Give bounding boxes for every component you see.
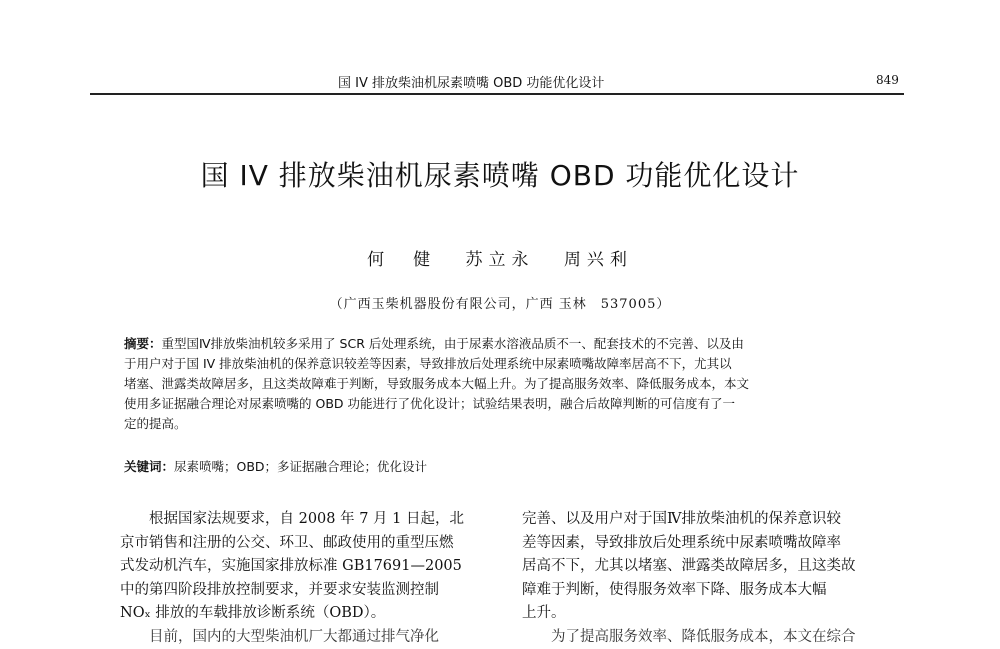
body-line: 中的第四阶段排放控制要求，并要求安装监测控制 <box>120 579 492 603</box>
keywords-text: 尿素喷嘴；OBD；多证据融合理论；优化设计 <box>174 459 427 474</box>
keywords <box>124 457 892 475</box>
paper-title: 国 IV 排放柴油机尿素喷嘴 OBD 功能优化设计 <box>0 154 1000 194</box>
abstract-line: 于用户对于国 IV 排放柴油机的保养意识较差等因素，导致排放后处理系统中尿素喷嘴故障率居高不下，尤其以 <box>124 354 892 374</box>
abstract-line: 使用多证据融合理论对尿素喷嘴的 OBD 功能进行了优化设计；试验结果表明，融合后故障判断的可信度有了一 <box>124 394 892 414</box>
body-line: 完善、以及用户对于国Ⅳ排放柴油机的保养意识较 <box>522 508 894 532</box>
running-title: 国 IV 排放柴油机尿素喷嘴 OBD 功能优化设计 <box>338 72 604 91</box>
abstract <box>124 334 892 434</box>
body-line: 上升。 <box>522 602 894 626</box>
page-number: 849 <box>876 73 899 87</box>
body-line: 为了提高服务效率、降低服务成本，本文在综合 <box>522 626 894 649</box>
body-line: 差等因素，导致排放后处理系统中尿素喷嘴故障率 <box>522 532 894 556</box>
abstract-line: 定的提高。 <box>124 414 892 434</box>
author-list <box>0 245 1000 270</box>
body-left-column <box>120 508 492 649</box>
affiliation: （广西玉柴机器股份有限公司，广西 玉林 537005） <box>0 293 1000 312</box>
body-right-column <box>522 508 894 649</box>
author-name: 苏立永 <box>466 250 535 270</box>
author-name: 何 健 <box>367 250 436 270</box>
body-line: NOₓ 排放的车载排放诊断系统（OBD）。 <box>120 602 492 626</box>
body-line: 目前，国内的大型柴油机厂大都通过排气净化 <box>120 626 492 649</box>
abstract-label: 摘要： <box>124 336 162 351</box>
header-rule <box>90 93 904 95</box>
body-line: 障难于判断，使得服务效率下降、服务成本大幅 <box>522 579 894 603</box>
keywords-label: 关键词： <box>124 459 174 474</box>
body-line: 京市销售和注册的公交、环卫、邮政使用的重型压燃 <box>120 532 492 556</box>
abstract-text: 重型国Ⅳ排放柴油机较多采用了 SCR 后处理系统，由于尿素水溶液品质不一、配套技术的不完善、以及由 <box>162 336 744 351</box>
abstract-line <box>124 334 892 354</box>
body-line: 式发动机汽车，实施国家排放标准 GB17691—2005 <box>120 555 492 579</box>
abstract-line: 堵塞、泄露类故障居多，且这类故障难于判断，导致服务成本大幅上升。为了提高服务效率、降低服务成本，本文 <box>124 374 892 394</box>
running-header <box>0 72 1000 92</box>
author-name: 周兴利 <box>564 250 633 270</box>
body-line: 居高不下，尤其以堵塞、泄露类故障居多，且这类故 <box>522 555 894 579</box>
body-line: 根据国家法规要求，自 2008 年 7 月 1 日起，北 <box>120 508 492 532</box>
